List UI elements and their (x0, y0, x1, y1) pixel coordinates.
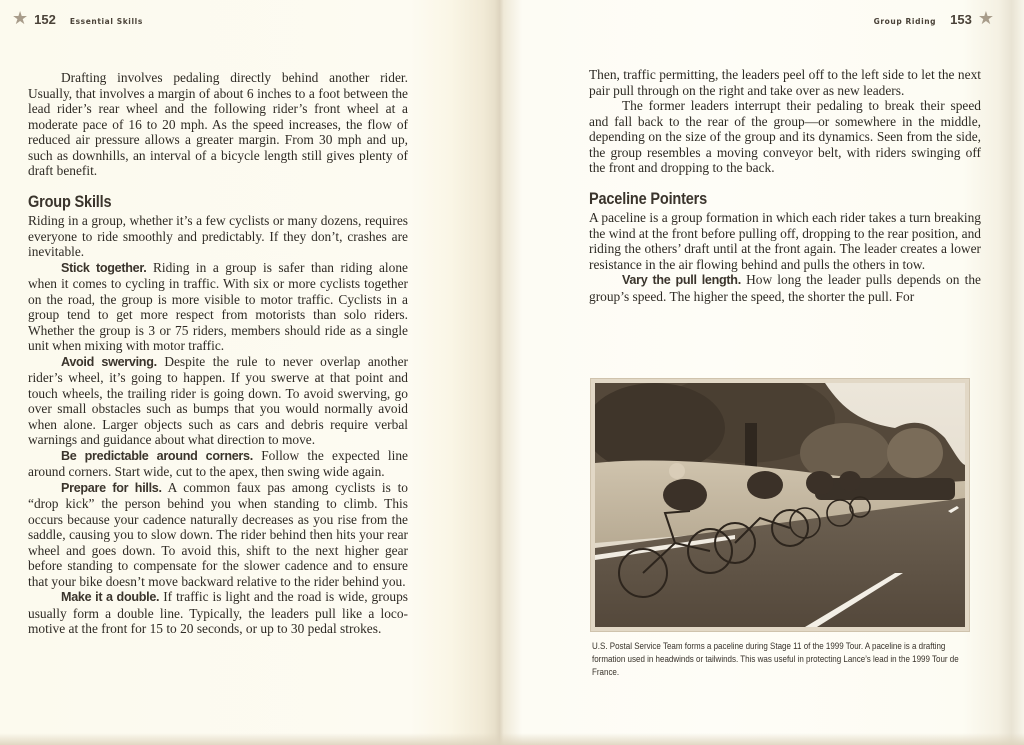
cyclist-body (839, 471, 861, 491)
paragraph: Then, traffic permitting, the leaders peel off to the left side to let the next pair pull through on the right and take over as new leaders. (589, 67, 981, 98)
paceline-photo-illustration (595, 383, 965, 627)
paragraph-text: If traffic is light and the road is wide, groups usually form a double line. Typically, the leaders pull like a locomotive at the front for 15 to 20 seconds, or up to 30 pedal strokes. (28, 589, 408, 636)
left-page (0, 0, 500, 745)
section-name: Group Riding (873, 17, 937, 26)
page-number: 153 (950, 12, 972, 27)
right-page (512, 0, 1024, 745)
paragraph (28, 354, 408, 448)
paragraph-text: How long the leader pulls depends on the group’s speed. The higher the speed, the shorter the pull. For (589, 272, 981, 304)
paragraph (28, 589, 408, 637)
paragraph (28, 448, 408, 480)
paragraph-text: A common faux pas among cyclists is to “drop kick” the person behind you when standing to climb. This occurs because your cadence naturally decreases as you rise from the saddle, causing you to slow down. The rider behind then hits your rear wheel and goes down. To avoid this, shift to the next higher gear before standing to compensate for the slower cadence and to ensure that your bike doesn’t move backward relative to the rider behind you. (28, 479, 408, 589)
paragraph (28, 260, 408, 354)
tree-canopy (887, 428, 943, 478)
star-icon: ★ (977, 8, 994, 29)
distant-riders (815, 478, 955, 500)
paragraph-text: Despite the rule to never overlap another rider’s wheel, it’s going to happen. If you swerve at that point and touch wheels, the trailing rider is going down. To avoid swerving, go over small obstacles such as bumps that you would normally avoid when alone. Larger objects such as cars and debris require verbal warnings and guidance about what direction to move. (28, 353, 408, 447)
run-in-heading: Prepare for hills. (61, 480, 162, 495)
tree-trunk (745, 423, 757, 473)
star-icon: ★ (12, 8, 29, 29)
left-text-column (28, 70, 408, 637)
paragraph (28, 480, 408, 590)
left-running-head (12, 10, 151, 28)
page-number: 152 (34, 12, 56, 27)
run-in-heading: Stick together. (61, 260, 147, 275)
paragraph (589, 272, 981, 304)
paragraph: The former leaders interrupt their pedaling to break their speed and fall back to the rear of the group—or somewhere in the middle, depending on the size of the group and its dynamics. Seen from the side, the group resembles a moving conveyor belt, with riders swinging off the front and dropping to the back. (589, 98, 981, 175)
section-name: Essential Skills (69, 17, 143, 26)
cyclist-body (747, 471, 783, 499)
paragraph-text: Follow the expected line around corners. Start wide, cut to the apex, then swing wide again. (28, 447, 408, 479)
paragraph: Drafting involves pedaling directly behind another rider. Usually, that involves a margin of about 6 inches to a foot between the lead rider’s rear wheel and the following rider’s front wheel at a moderate pace of 16 to 20 mph. As the speed increases, the flow of reduced air pressure allows a greater margin. From 30 mph and up, such as downhills, an interval of a bicycle length still gives plenty of draft benefit. (28, 70, 408, 178)
section-heading: Paceline Pointers (589, 189, 708, 208)
photo-caption: U.S. Postal Service Team forms a paceline during Stage 11 of the 1999 Tour. A paceline is a drafting formation used in headwinds or tailwinds. This was useful in protecting Lance’s lead in the 1999 Tour de France. (592, 641, 959, 677)
section-heading: Group Skills (28, 192, 112, 211)
paceline-photo (590, 378, 970, 632)
bottom-edge-shadow (0, 733, 1024, 745)
run-in-heading: Make it a double. (61, 590, 160, 604)
paragraph: A paceline is a group formation in which each rider takes a turn breaking the wind at the front before pulling off, dropping to the rear position, and riding the others’ draft until at the front again. The leader creates a lower resistance in the air flowing behind and pulls the others in tow. (589, 210, 981, 272)
right-running-head (866, 10, 994, 28)
run-in-heading: Avoid swerving. (61, 354, 157, 369)
paragraph: Riding in a group, whether it’s a few cyclists or many dozens, requires everyone to ride smoothly and predictably. If they don’t, crashes are inevitable. (28, 213, 408, 259)
paragraph-text: Riding in a group is safer than riding alone when it comes to cycling in traffic. With six or more cyclists together on the road, the group is more visible to motor traffic. Cyclists in a group tend to get more respect from motorists than solo riders. Whether the group is 3 or 75 riders, members should ride as a single unit when mixing with motor traffic. (28, 259, 408, 353)
right-text-column (589, 67, 981, 304)
run-in-heading: Be predictable around corners. (61, 448, 253, 463)
cyclist-body (806, 471, 834, 495)
run-in-heading: Vary the pull length. (622, 273, 741, 287)
